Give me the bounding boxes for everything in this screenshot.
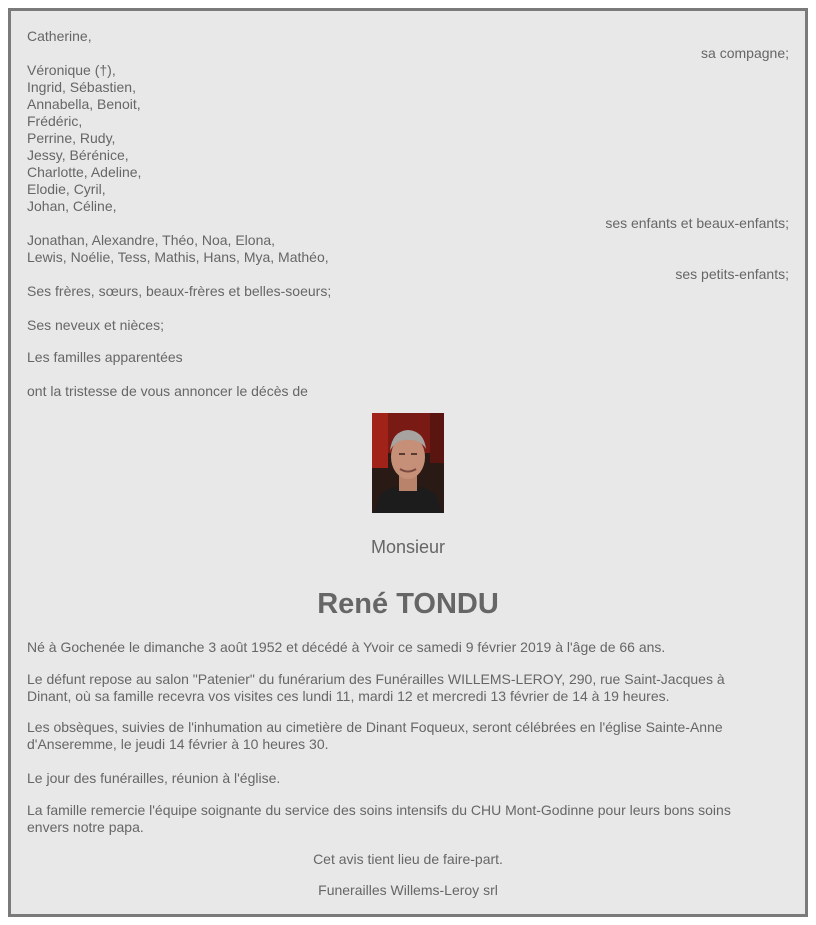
deceased-title: Monsieur [370, 537, 446, 557]
child-line: Frédéric, [27, 113, 83, 129]
visitation-paragraph: Le défunt repose au salon "Patenier" du funérarium des Funérailles WILLEMS-LEROY, 290, rue Saint-Jacques à Dinant, où sa famille recevra vos visites ces lundi 11, mardi 12 et mercredi 13 février de 14 à 19 heures. [27, 671, 725, 704]
child-line: Ingrid, Sébastien, [27, 79, 136, 95]
thanks-paragraph: La famille remercie l'équipe soignante du service des soins intensifs du CHU Mont-Godinne pour leurs bons soins envers notre papa. [27, 802, 731, 835]
child-line: Charlotte, Adeline, [27, 164, 142, 180]
funeral-paragraph: Les obsèques, suivies de l'inhumation au cimetière de Dinant Foqueux, seront célébrées en l'église Sainte-Anne d'Anseremme, le jeudi 14 février à 10 heures 30. [27, 719, 723, 752]
birth-death-paragraph: Né à Gochenée le dimanche 3 août 1952 et décédé à Yvoir ce samedi 9 février 2019 à l'âge de 66 ans. [27, 639, 666, 655]
siblings-line: Ses frères, sœurs, beaux-frères et belles-soeurs; [27, 283, 332, 299]
child-line: Perrine, Rudy, [27, 130, 116, 146]
grandchild-line: Lewis, Noélie, Tess, Mathis, Hans, Mya, Mathéo, [27, 249, 329, 265]
nephews-line: Ses neveux et nièces; [27, 317, 164, 333]
announcement-line: ont la tristesse de vous annoncer le décès de [27, 383, 308, 399]
deceased-name: René TONDU [317, 588, 499, 620]
grandchild-line: Jonathan, Alexandre, Théo, Noa, Elona, [27, 232, 276, 248]
obituary-card [8, 8, 808, 917]
children-role: ses enfants et beaux-enfants; [605, 215, 789, 231]
partner-role: sa compagne; [701, 45, 789, 61]
child-line: Annabella, Benoit, [27, 96, 141, 112]
child-line: Johan, Céline, [27, 198, 117, 214]
portrait-photo [372, 413, 444, 513]
notice-line: Cet avis tient lieu de faire-part. [313, 851, 503, 867]
partner-name: Catherine, [27, 28, 92, 44]
child-line: Elodie, Cyril, [27, 181, 106, 197]
meeting-paragraph: Le jour des funérailles, réunion à l'église. [27, 770, 281, 786]
child-line: Jessy, Bérénice, [27, 147, 129, 163]
funeral-home-line: Funerailles Willems-Leroy srl [318, 882, 498, 898]
relatives-line: Les familles apparentées [27, 349, 183, 365]
child-line: Véronique (†), [27, 62, 116, 78]
grandchildren-role: ses petits-enfants; [675, 266, 789, 282]
